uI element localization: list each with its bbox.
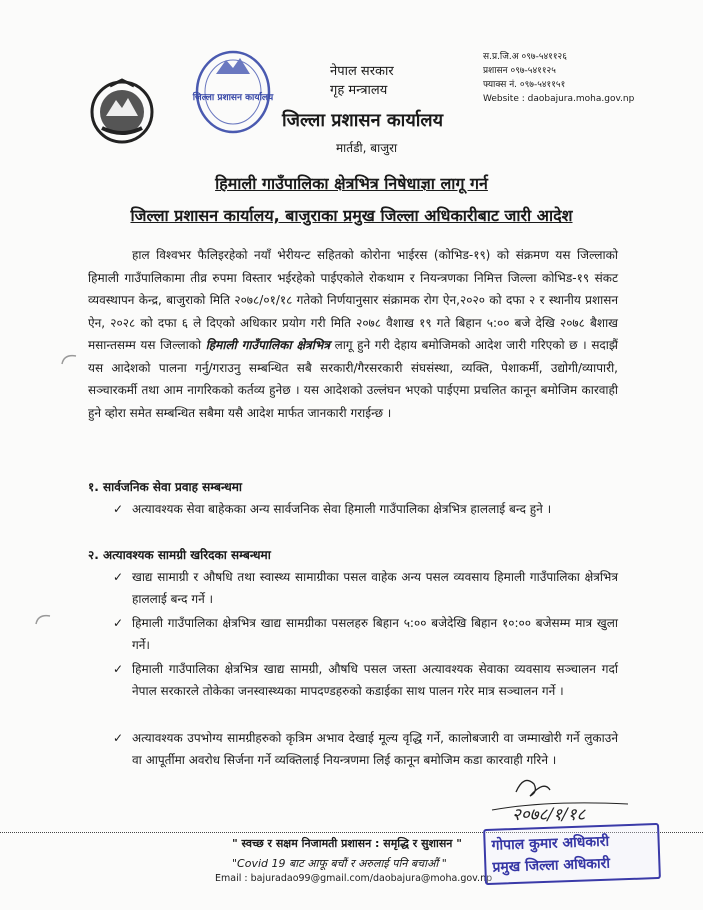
order-paragraph xyxy=(88,244,618,424)
list-item xyxy=(110,727,618,771)
list-item xyxy=(110,612,618,656)
footer-motto: " स्वच्छ र सक्षम निजामती प्रशासन : समृद्धि र सुशासन " xyxy=(232,837,462,850)
contact-line: स.प्र.जि.अ ०९७-५४११२६ xyxy=(483,52,567,62)
list-item xyxy=(110,498,618,520)
government-name: नेपाल सरकार xyxy=(330,64,394,79)
handwritten-signature xyxy=(488,770,638,830)
contact-block xyxy=(483,50,634,106)
punch-hole-icon xyxy=(60,352,78,366)
seal-text: जिल्ला प्रशासन कार्यालय xyxy=(192,93,274,103)
signature-date: २०७८/१/१८ xyxy=(512,805,586,825)
punch-hole-icon xyxy=(34,612,52,626)
section-heading: १. सार्वजनिक सेवा प्रवाह सम्बन्धमा xyxy=(88,480,243,494)
list-item-text: खाद्य सामाग्री र औषधि तथा स्वास्थ्य सामाग्रीका पसल वाहेक अन्य पसल व्यवसाय हिमाली गाउँपालिका क्षेत्रभित्र हाललाई बन्द गर्ने । xyxy=(132,570,618,606)
list-item-text: अत्यावश्यक उपभोग्य सामग्रीहरुको कृत्रिम अभाव देखाई मूल्य वृद्धि गर्ने, कालोबजारी वा जम्माखोरी गर्ने लुकाउने वा आपूर्तीमा अवरोध सिर्जना गर्ने व्यक्तिलाई नियन्त्रणमा लिई कानून बमोजिम कडा कारवाही गरिने । xyxy=(132,731,618,767)
list-item xyxy=(110,566,618,610)
emphasized-area: हिमाली गाउँपालिका क्षेत्रभित्र xyxy=(205,338,330,352)
government-header xyxy=(330,62,394,100)
check-icon: ✓ xyxy=(112,616,124,630)
nepal-emblem-icon xyxy=(88,76,156,146)
list-item-text: हिमाली गाउँपालिका क्षेत्रभित्र खाद्य सामग्री, औषधि पसल जस्ता अत्यावश्यक सेवाका व्यवसाय सञ्चालन गर्दा नेपाल सरकारले तोकेका जनस्वास्थ्यका मापदण्डहरुको कडाईका साथ पालन गरेर मात्र सञ्चालन गर्ने । xyxy=(132,662,618,698)
list-item xyxy=(110,658,618,702)
website: Website : daobajura.moha.gov.np xyxy=(483,94,635,104)
paragraph-text: हाल विश्वभर फैलिइरहेको नयाँ भेरीयन्ट सहितको कोरोना भाईरस (कोभिड-१९) को संक्रमण यस जिल्लाको हिमाली गाउँपालिकामा तीव्र रुपमा विस्तार भईरहेको पाईएकोले रोकथाम र नियन्त्रणका निमित्त जिल्ला कोभिड-१९ संकट व्यवस्थापन केन्द्र, बाजुराको मिति २०७८/०१/१८ गतेको निर्णयानुसार संक्रामक रोग ऐन,२०२० को दफा २ र स्थानीय प्रशासन ऐन, २०२८ को दफा ६ ले दिएको अधिकार प्रयोग गरी मिति २०७८ वैशाख १९ गते बिहान ५:०० बजे देखि २०७८ बैशाख मसान्तसम्म यस जिल्लाको xyxy=(88,248,618,352)
check-icon: ✓ xyxy=(112,502,124,516)
check-icon: ✓ xyxy=(112,662,124,676)
contact-line: फ्याक्स नं. ०९७-५४११५१ xyxy=(483,80,566,90)
ministry-name: गृह मन्त्रालय xyxy=(330,83,388,98)
official-stamp xyxy=(483,823,661,885)
official-name: गोपाल कुमार अधिकारी xyxy=(491,833,610,854)
section-heading: २. अत्यावश्यक सामग्री खरिदका सम्बन्धमा xyxy=(88,548,271,562)
document-title: हिमाली गाउँपालिका क्षेत्रभित्र निषेधाज्ञा लागू गर्न xyxy=(215,174,488,193)
list-item-text: हिमाली गाउँपालिका क्षेत्रभित्र खाद्य सामग्रीका पसलहरु बिहान ५:०० बजेदेखि बिहान १०:०० बजेसम्म मात्र खुला गर्ने। xyxy=(132,616,618,652)
official-designation: प्रमुख जिल्ला अधिकारी xyxy=(492,855,611,876)
office-seal-icon xyxy=(192,44,274,136)
office-location: मार्तडी, बाजुरा xyxy=(336,141,398,155)
check-icon: ✓ xyxy=(112,570,124,584)
contact-line: प्रशासन ०९७-५४११२५ xyxy=(483,66,556,76)
document-subtitle: जिल्ला प्रशासन कार्यालय, बाजुराका प्रमुख जिल्ला अधिकारीबाट जारी आदेश xyxy=(130,206,573,225)
covid-message: "Covid 19 बाट आफू बचौं र अरुलाई पनि बचाऔं " xyxy=(232,857,447,870)
check-icon: ✓ xyxy=(112,731,124,745)
list-item-text: अत्यावश्यक सेवा बाहेकका अन्य सार्वजनिक सेवा हिमाली गाउँपालिका क्षेत्रभित्र हाललाई बन्द हुने । xyxy=(132,502,552,516)
footer-email: Email : bajuradao99@gmail.com/daobajura@moha.gov.np xyxy=(215,873,493,884)
paragraph-text: लागू हुने गरी देहाय बमोजिमको आदेश जारी गरिएको छ । सदाझैं यस आदेशको पालना गर्नु/गराउनु सम्बन्धित सबै सरकारी/गैरसरकारी संघसंस्था, व्यक्ति, पेशाकर्मी, उद्योगी/व्यापारी, सञ्चारकर्मी तथा आम नागरिकको कर्तव्य हुनेछ । यस आदेशको उल्लंघन भएको पाईएमा प्रचलित कानून बमोजिम कारवाही हुने व्होरा समेत सम्बन्धित सबैमा यसै आदेश मार्फत जानकारी गराईन्छ । xyxy=(88,338,618,420)
office-name: जिल्ला प्रशासन कार्यालय xyxy=(282,110,444,131)
